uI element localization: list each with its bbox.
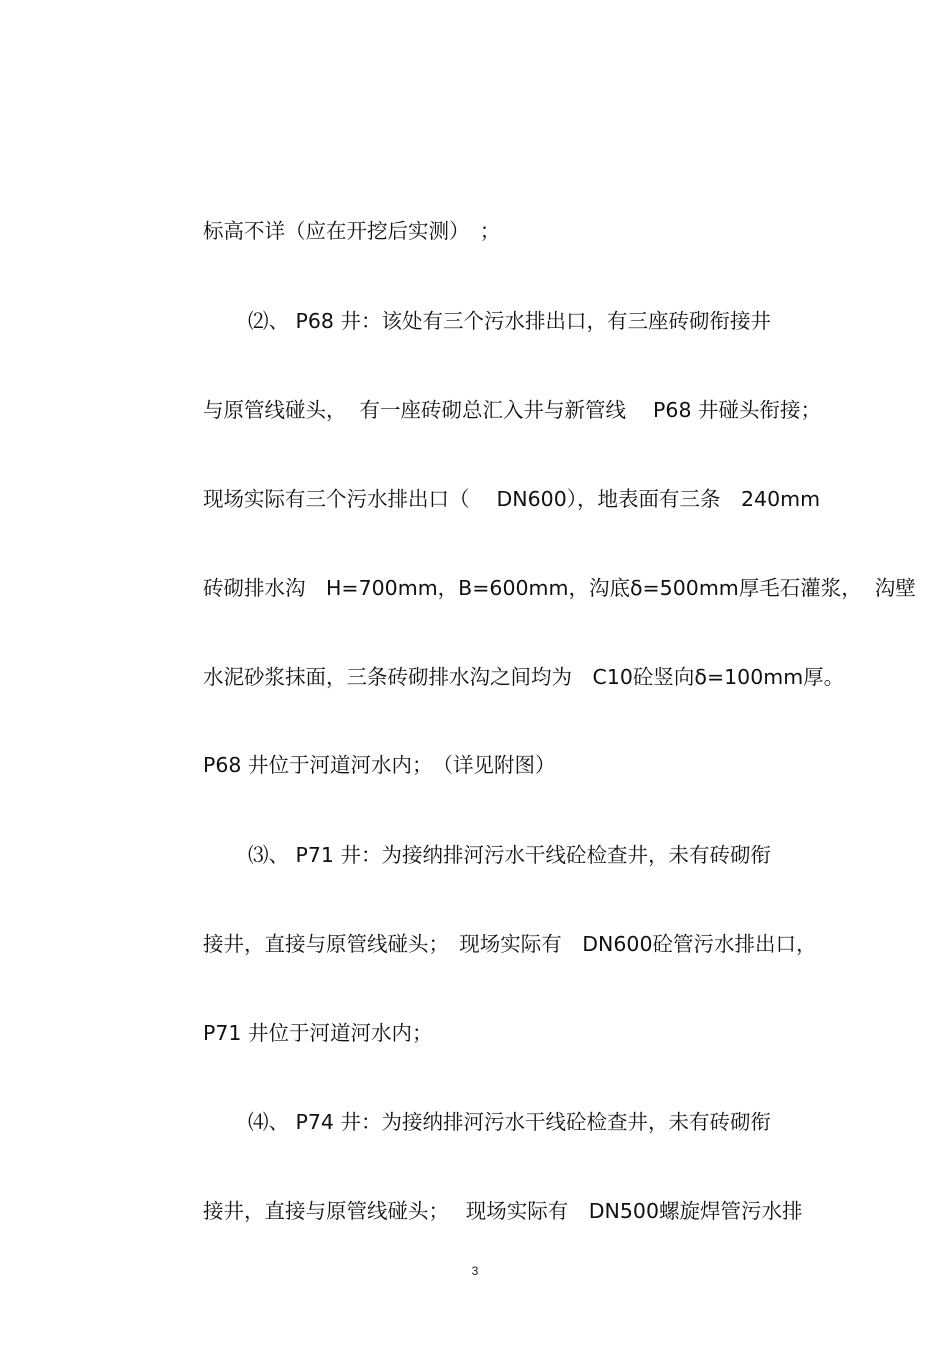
text-line-11: ⑷、 P74 井：为接纳排河污水干线砼检查井，未有砖砌衔: [248, 1110, 771, 1134]
text-line-6: 水泥砂浆抹面，三条砖砌排水沟之间均为 C10砼竖向δ=100mm厚。: [203, 665, 845, 689]
text-line-2: ⑵、 P68 井：该处有三个污水排出口，有三座砖砌衔接井: [248, 309, 771, 333]
text-line-5: 砖砌排水沟 H=700mm，B=600mm，沟底δ=500mm厚毛石灌浆， 沟壁: [203, 576, 916, 600]
text-line-8: ⑶、 P71 井：为接纳排河污水干线砼检查井，未有砖砌衔: [248, 843, 771, 867]
text-line-1: 标高不详（应在开挖后实测） ；: [203, 219, 501, 243]
text-line-12: 接井，直接与原管线碰头； 现场实际有 DN500螺旋焊管污水排: [203, 1199, 803, 1223]
text-line-7: P68 井位于河道河水内； （详见附图）: [203, 753, 556, 777]
text-line-4: 现场实际有三个污水排出口（ DN600），地表面有三条 240mm: [203, 487, 821, 511]
text-line-10: P71 井位于河道河水内；: [203, 1021, 433, 1045]
page-number: 3: [471, 1264, 479, 1278]
text-line-3: 与原管线碰头， 有一座砖砌总汇入井与新管线 P68 井碰头衔接；: [203, 398, 822, 422]
text-line-9: 接井，直接与原管线碰头； 现场实际有 DN600砼管污水排出口，: [203, 932, 817, 956]
